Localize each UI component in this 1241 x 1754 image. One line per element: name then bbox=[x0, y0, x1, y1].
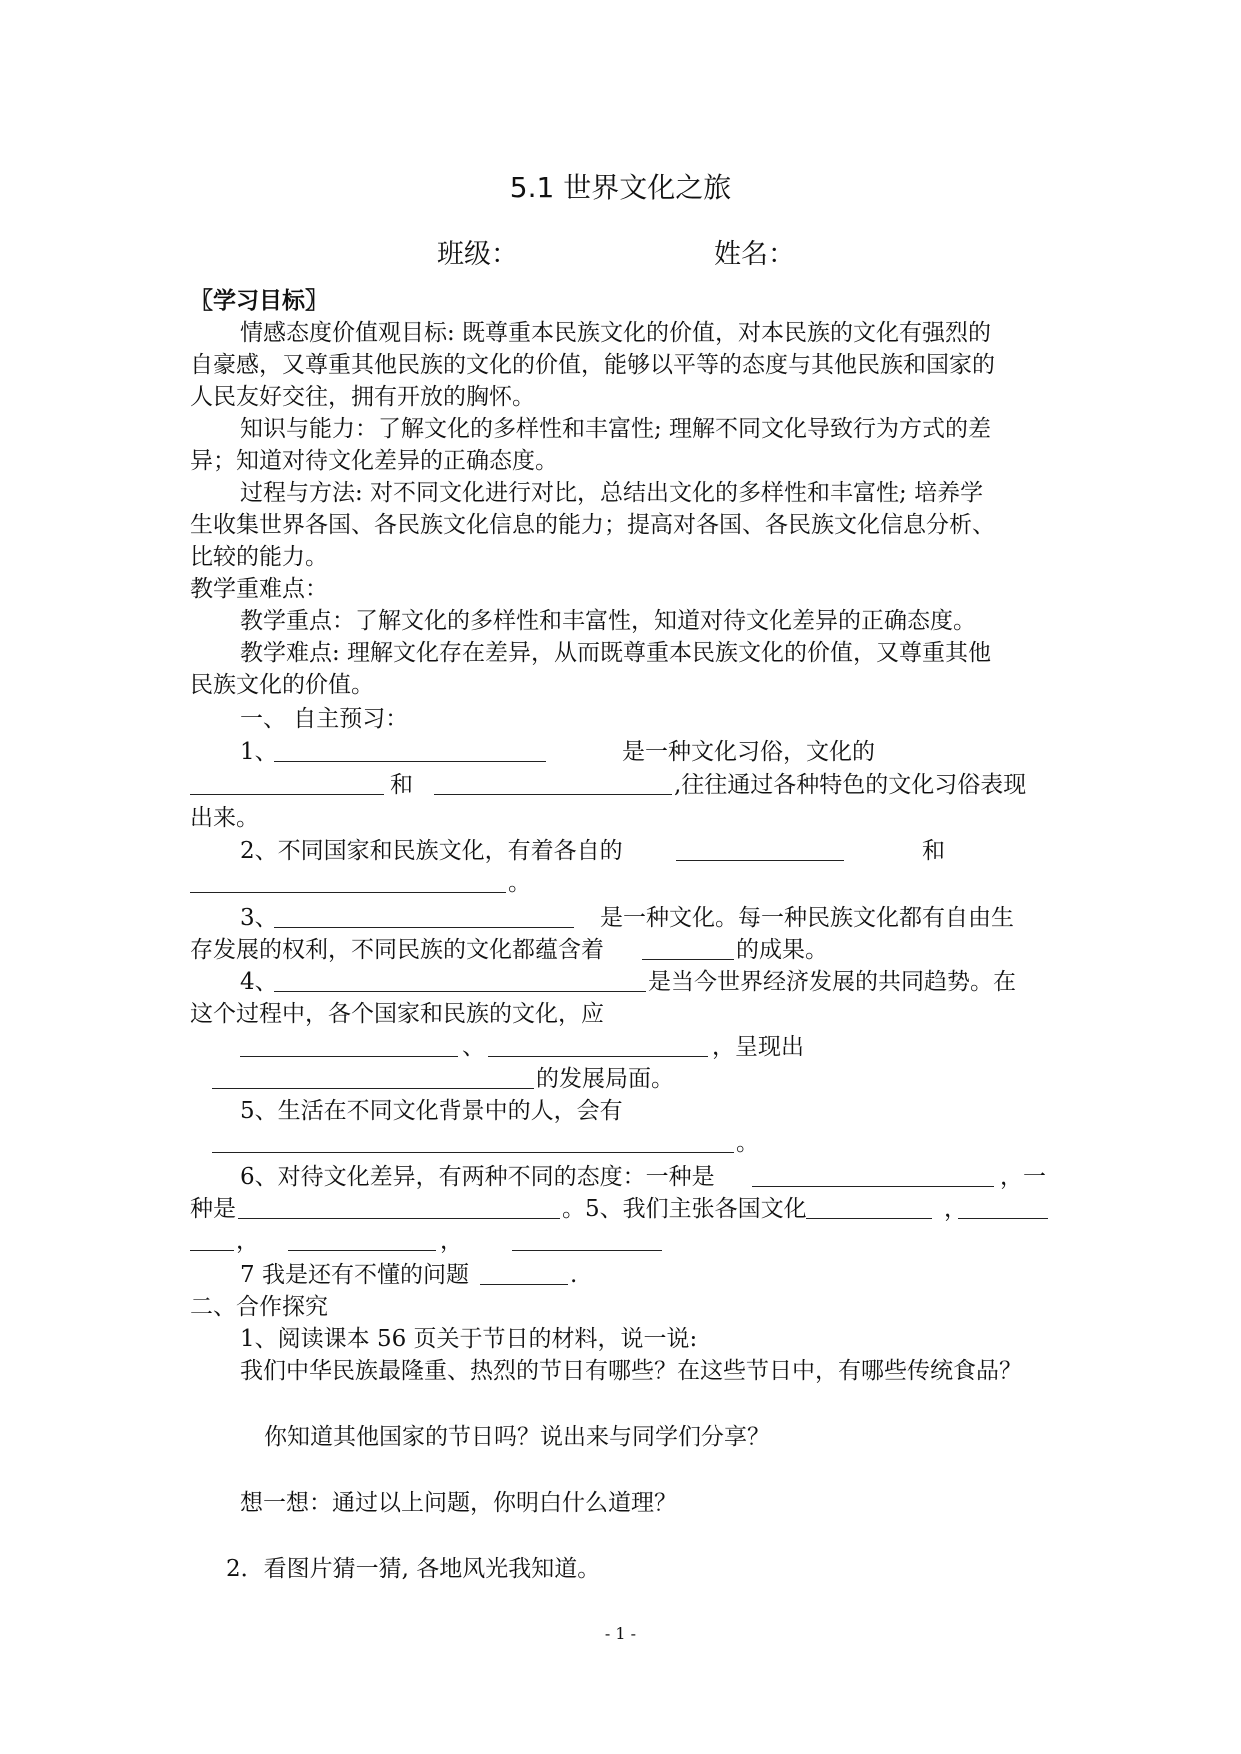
q4-text: 这个过程中，各个国家和民族的文化，应 bbox=[190, 1001, 604, 1027]
q6-blank[interactable] bbox=[190, 1250, 234, 1251]
q6-blank[interactable] bbox=[958, 1218, 1048, 1219]
q1-text: ,往往通过各种特色的文化习俗表现 bbox=[674, 772, 1027, 798]
objective-process-line: 生收集世界各国、各民族文化信息的能力；提高对各国、各民族文化信息分析、 bbox=[190, 512, 995, 538]
q2-text: 2、不同国家和民族文化，有着各自的 bbox=[240, 838, 623, 864]
q3-blank[interactable] bbox=[642, 959, 734, 960]
key-points-heading: 教学重难点： bbox=[190, 576, 328, 602]
q6-blank[interactable] bbox=[238, 1218, 560, 1219]
q4-blank[interactable] bbox=[488, 1056, 708, 1057]
objective-knowledge-line: 知识与能力：了解文化的多样性和丰富性; 理解不同文化导致行为方式的差 bbox=[240, 416, 992, 442]
q1-text: 出来。 bbox=[190, 805, 259, 831]
q6-blank[interactable] bbox=[752, 1186, 994, 1187]
section-self-study: 一、 自主预习： bbox=[240, 706, 409, 732]
objective-knowledge-line: 异；知道对待文化差异的正确态度。 bbox=[190, 448, 558, 474]
q6-blank[interactable] bbox=[806, 1218, 932, 1219]
q4-text: 、 bbox=[462, 1034, 485, 1060]
q6-text: ， bbox=[236, 1228, 259, 1254]
q4-text: 的发展局面。 bbox=[536, 1066, 674, 1092]
q1-blank[interactable] bbox=[190, 794, 384, 795]
q4-blank[interactable] bbox=[212, 1088, 534, 1089]
q4-text: 是当今世界经济发展的共同趋势。在 bbox=[648, 969, 1016, 995]
objective-process-line: 比较的能力。 bbox=[190, 544, 328, 570]
q3-number: 3、 bbox=[240, 905, 278, 931]
objectives-heading: 〖学习目标〗 bbox=[190, 288, 328, 314]
q3-blank[interactable] bbox=[274, 927, 574, 928]
class-label: 班级： bbox=[437, 239, 518, 270]
q1-blank[interactable] bbox=[434, 794, 672, 795]
objective-process-line: 过程与方法: 对不同文化进行对比，总结出文化的多样性和丰富性; 培养学 bbox=[240, 480, 984, 506]
q3-text: 是一种文化。每一种民族文化都有自由生 bbox=[600, 905, 1014, 931]
q6-text: 种是 bbox=[190, 1196, 236, 1222]
q1-text: 和 bbox=[390, 772, 413, 798]
q1-text: 是一种文化习俗，文化的 bbox=[622, 739, 875, 765]
q4-text: ，呈现出 bbox=[712, 1034, 804, 1060]
q2-text: 和 bbox=[922, 838, 945, 864]
objective-emotion-line: 情感态度价值观目标: 既尊重本民族文化的价值，对本民族的文化有强烈的 bbox=[240, 320, 992, 346]
q2-blank[interactable] bbox=[676, 860, 844, 861]
q5-text: 5、生活在不同文化背景中的人，会有 bbox=[240, 1098, 623, 1124]
q2-blank[interactable] bbox=[190, 892, 506, 893]
cooperative-q1-think: 想一想：通过以上问题，你明白什么道理？ bbox=[240, 1490, 677, 1516]
objective-emotion-line: 自豪感，又尊重其他民族的文化的价值，能够以平等的态度与其他民族和国家的 bbox=[190, 352, 995, 378]
q7-blank[interactable] bbox=[480, 1284, 568, 1285]
q6-text: ，一 bbox=[1000, 1164, 1046, 1190]
q4-number: 4、 bbox=[240, 969, 278, 995]
q6-text: 6、对待文化差异，有两种不同的态度：一种是 bbox=[240, 1164, 715, 1190]
cooperative-q1: 1、阅读课本 56 页关于节日的材料，说一说: bbox=[240, 1326, 698, 1352]
q6-text: ， bbox=[440, 1228, 463, 1254]
q3-text: 的成果。 bbox=[736, 937, 828, 963]
q6-text: ， bbox=[944, 1196, 967, 1222]
section-cooperative: 二、合作探究 bbox=[190, 1294, 328, 1320]
page-number: - 1 - bbox=[604, 1624, 637, 1643]
q7-text: 7 我是还有不懂的问题 bbox=[240, 1262, 469, 1288]
cooperative-q1-festivals: 我们中华民族最隆重、热烈的节日有哪些？在这些节日中，有哪些传统食品？ bbox=[240, 1358, 1022, 1384]
cooperative-q2: 2．看图片猜一猜, 各地风光我知道。 bbox=[226, 1556, 601, 1582]
difficult-point-line: 民族文化的价值。 bbox=[190, 672, 374, 698]
cooperative-q1-other-countries: 你知道其他国家的节日吗？说出来与同学们分享？ bbox=[264, 1424, 770, 1450]
q5-text: 。 bbox=[736, 1130, 759, 1156]
q4-blank[interactable] bbox=[240, 1056, 458, 1057]
q3-text: 存发展的权利，不同民族的文化都蕴含着 bbox=[190, 937, 604, 963]
objective-emotion-line: 人民友好交往，拥有开放的胸怀。 bbox=[190, 384, 535, 410]
q1-number: 1、 bbox=[240, 739, 278, 765]
q4-blank[interactable] bbox=[274, 991, 646, 992]
q5-blank[interactable] bbox=[212, 1152, 734, 1153]
q1-blank[interactable] bbox=[274, 761, 546, 762]
difficult-point-line: 教学难点: 理解文化存在差异，从而既尊重本民族文化的价值，又尊重其他 bbox=[240, 640, 992, 666]
key-point: 教学重点：了解文化的多样性和丰富性，知道对待文化差异的正确态度。 bbox=[240, 608, 976, 634]
q6-blank[interactable] bbox=[288, 1250, 436, 1251]
q6-blank[interactable] bbox=[512, 1250, 662, 1251]
page-title: 5.1 世界文化之旅 bbox=[509, 171, 732, 204]
q6-text: 。5、我们主张各国文化 bbox=[562, 1196, 807, 1222]
q7-text: . bbox=[570, 1262, 578, 1288]
name-label: 姓名： bbox=[714, 239, 795, 270]
q2-text: 。 bbox=[508, 870, 531, 896]
